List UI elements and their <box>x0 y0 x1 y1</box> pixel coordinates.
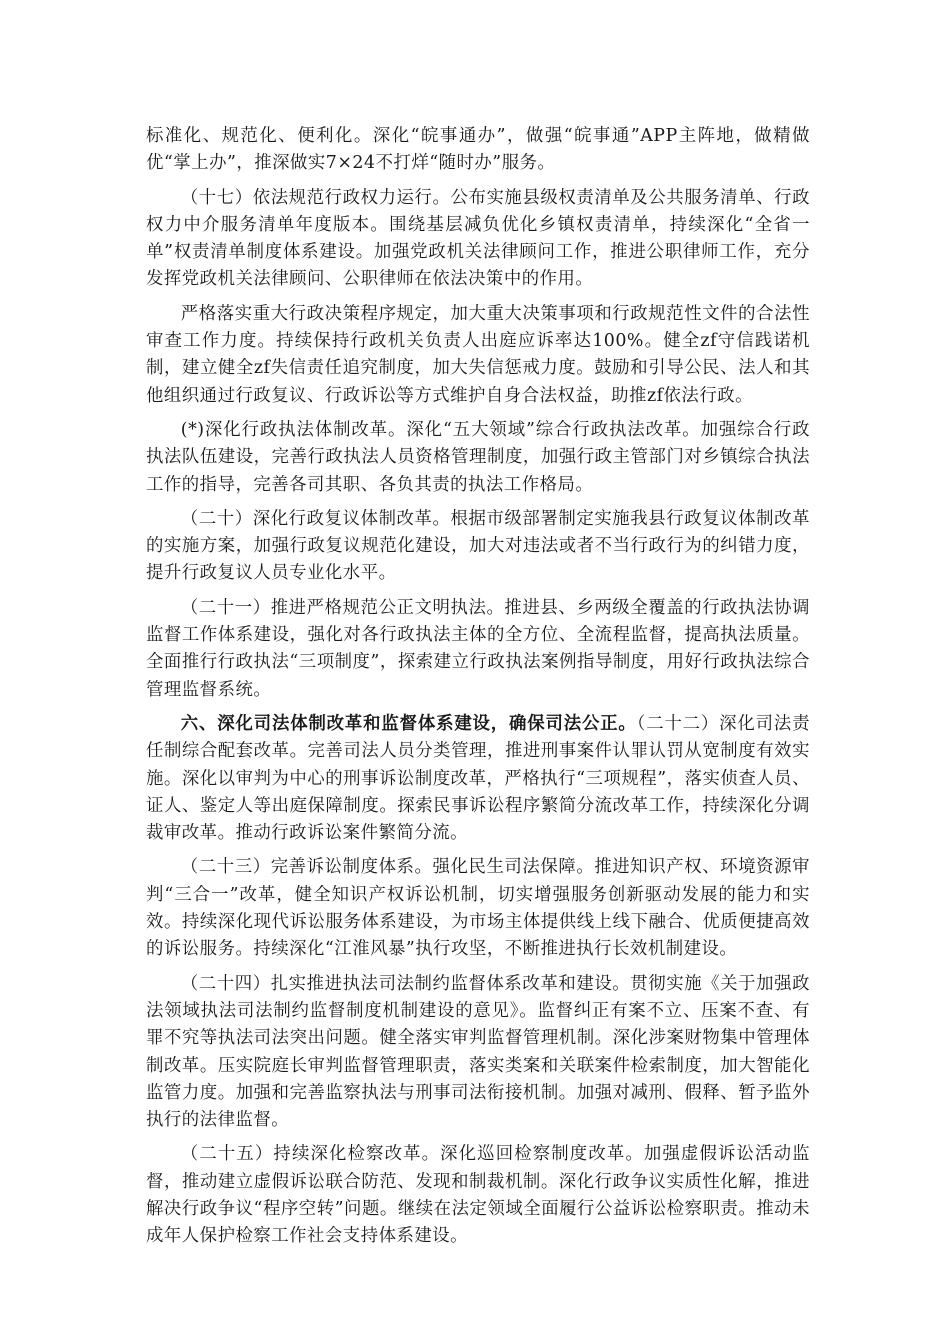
paragraph: （二十一）推进严格规范公正文明执法。推进县、乡两级全覆盖的行政执法协调监督工作体系建设，强化对各行政执法主体的全方位、全流程监督，提高执法质量。全面推行行政执法“三项制度”，探索建立行政执法案例指导制度，用好行政执法综合管理监督系统。 <box>146 597 810 700</box>
paragraph: (*)深化行政执法体制改革。深化“五大领域”综合行政执法改革。加强综合行政执法队伍建设，完善行政执法人员资格管理制度，加强行政主管部门对乡镇综合执法工作的指导，完善各司其职、各负其责的执法工作格局。 <box>146 419 810 495</box>
paragraph: 标准化、规范化、便利化。深化“皖事通办”，做强“皖事通”APP主阵地，做精做优“掌上办”，推深做实7×24不打烊“随时办”服务。 <box>146 126 810 174</box>
section-paragraph <box>146 711 810 847</box>
paragraph: （二十）深化行政复议体制改革。根据市级部署制定实施我县行政复议体制改革的实施方案，加强行政复议规范化建设，加大对违法或者不当行政行为的纠错力度，提升行政复议人员专业化水平。 <box>146 508 810 584</box>
section-heading: 六、深化司法体制改革和监督体系建设，确保司法公正。 <box>180 713 637 734</box>
paragraph: （十七）依法规范行政权力运行。公布实施县级权责清单及公共服务清单、行政权力中介服务清单年度版本。围绕基层减负优化乡镇权责清单，持续深化“全省一单”权责清单制度体系建设。加强党政机关法律顾问工作，推进公职律师工作，充分发挥党政机关法律顾问、公职律师在依法决策中的作用。 <box>146 187 810 290</box>
paragraph: （二十五）持续深化检察改革。深化巡回检察制度改革。加强虚假诉讼活动监督，推动建立虚假诉讼联合防范、发现和制裁机制。深化行政争议实质性化解，推进解决行政争议“程序空转”问题。继续在法定领域全面履行公益诉讼检察职责。推动未成年人保护检察工作社会支持体系建设。 <box>146 1144 810 1247</box>
document-body <box>146 123 810 1258</box>
paragraph-text: （二十二）深化司法责任制综合配套改革。完善司法人员分类管理，推进刑事案件认罪认罚从宽制度有效实施。深化以审判为中心的刑事诉讼制度改革，严格执行“三项规程”，落实侦查人员、证人、鉴定人等出庭保障制度。探索民事诉讼程序繁简分流改革工作，持续深化分调裁审改革。推动行政诉讼案件繁简分流。 <box>146 713 810 844</box>
paragraph: （二十四）扎实推进执法司法制约监督体系改革和建设。贯彻实施《关于加强政法领域执法司法制约监督制度机制建设的意见》。监督纠正有案不立、压案不查、有罪不究等执法司法突出问题。健全落实审判监督管理机制。深化涉案财物集中管理体制改革。压实院庭长审判监督管理职责，落实类案和关联案件检索制度，加大智能化监管力度。加强和完善监察执法与刑事司法衔接机制。加强对减刑、假释、暂予监外执行的法律监督。 <box>146 973 810 1131</box>
paragraph: （二十三）完善诉讼制度体系。强化民生司法保障。推进知识产权、环境资源审判“三合一”改革，健全知识产权诉讼机制，切实增强服务创新驱动发展的能力和实效。持续深化现代诉讼服务体系建设，为市场主体提供线上线下融合、优质便捷高效的诉讼服务。持续深化“江淮风暴”执行攻坚，不断推进执行长效机制建设。 <box>146 857 810 960</box>
paragraph: 严格落实重大行政决策程序规定，加大重大决策事项和行政规范性文件的合法性审查工作力度。持续保持行政机关负责人出庭应诉率达100%。健全zf守信践诺机制，建立健全zf失信责任追究制度，加大失信惩戒力度。鼓励和引导公民、法人和其他组织通过行政复议、行政诉讼等方式维护自身合法权益，助推zf依法行政。 <box>146 303 810 406</box>
